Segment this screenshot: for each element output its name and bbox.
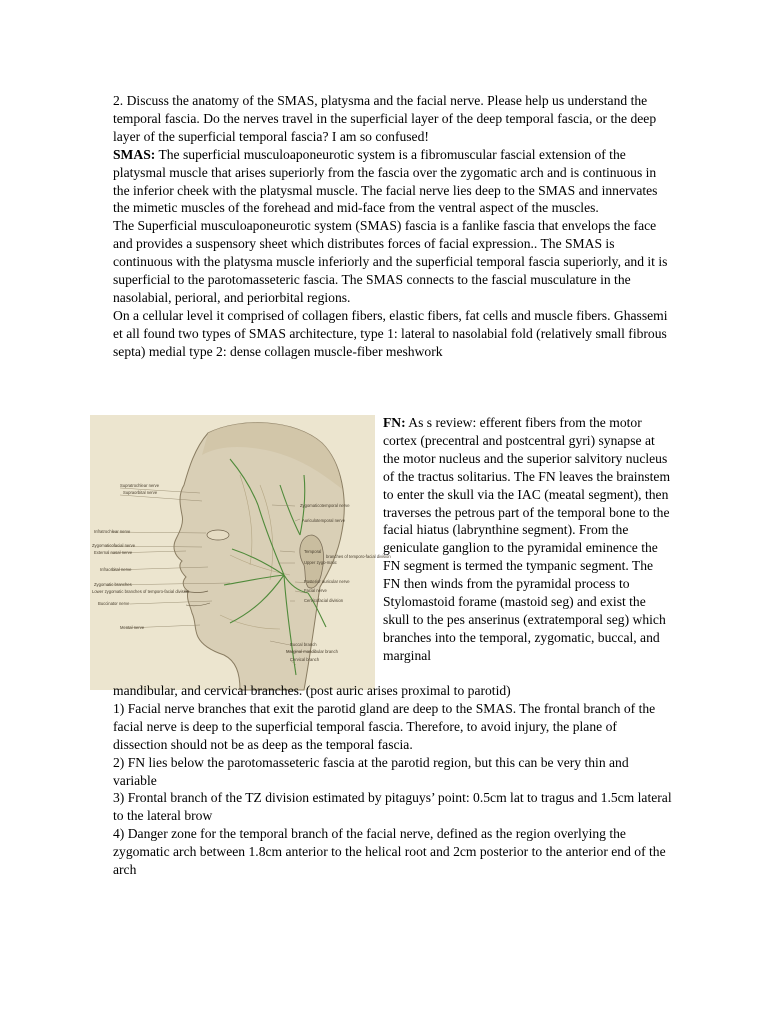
label-mental: Mental nerve bbox=[120, 625, 145, 630]
label-upper-zygomatic: Upper zygo-matic bbox=[304, 560, 337, 565]
facial-nerve-illustration bbox=[90, 415, 391, 690]
bottom-section bbox=[113, 682, 673, 879]
point-3: 3) Frontal branch of the TZ division estimated by pitaguys’ point: 0.5cm lat to tragus and 1.5cm lateral to the lateral brow bbox=[113, 790, 672, 824]
label-zygomatic-branches: Zygomatic branches bbox=[94, 582, 132, 587]
fn-paragraph bbox=[383, 414, 673, 665]
fn-label: FN: bbox=[383, 415, 406, 430]
label-posterior-auricular: Posterior auricular nerve bbox=[304, 579, 350, 584]
point-4: 4) Danger zone for the temporal branch of the facial nerve, defined as the region overlying the zygomatic arch between 1.8cm anterior to the helical root and 2cm posterior to the anterior end of the arch bbox=[113, 826, 666, 878]
label-zygomaticotemporal: Zygomaticotemporal nerve bbox=[300, 503, 350, 508]
question-paragraph: 2. Discuss the anatomy of the SMAS, platysma and the facial nerve. Please help us understand the temporal fascia. Do the nerves travel in the superficial layer of the deep temporal fascia, or the deep layer of the superficial temporal fascia? I am so confused! bbox=[113, 93, 657, 144]
label-cervical-branch: Cervical branch bbox=[290, 657, 320, 662]
cellular-paragraph: On a cellular level it comprised of collagen fibers, elastic fibers, fat cells and muscle fibers. Ghassemi et all found two types of SMAS architecture, type 1: lateral to nasolabial fold (relatively small fibrous septa) medial type 2: dense collagen muscle-fiber meshwork bbox=[113, 307, 668, 359]
smas-fascia-paragraph: The Superficial musculoaponeurotic system (SMAS) fascia is a fanlike fascia that envelops the face and provides a suspensory sheet which distributes forces of facial expression.. The SMAS is continuous with the platysma muscle inferiorly and the superficial temporal fascia superiorly, and it is superficial to the parotomasseteric fascia. The SMAS connects to the fascial musculature in the nasolabial, perioral, and periorbital regions. bbox=[113, 218, 668, 305]
label-supratrochlear: Supratrochlear nerve bbox=[120, 483, 160, 488]
smas-label: SMAS: bbox=[113, 146, 156, 162]
point-2: 2) FN lies below the parotomasseteric fascia at the parotid region, but this can be very thin and variable bbox=[113, 754, 629, 788]
fn-text: As s review: efferent fibers from the motor cortex (precentral and postcentral gyri) synapse at the motor nucleus and the superior salvitory nucleus of the tractus solitarius. The FN leaves the brainstem to enter the skull via the IAC (meatal segment), then traverses the petrous part of the temporal bone to the facial hiatus (labrynthine segment). From the geniculate ganglion to the pyramidal eminence the FN segment is termed the tympanic segment. The FN then winds from the pyramidal process to Stylomastoid forame (mastoid seg) and exist the skull to the pes anserinus (extratemporal seg) which branches into the temporal, zygomatic, buccal, and marginal bbox=[383, 415, 671, 663]
fn-section bbox=[383, 414, 673, 665]
head-anatomy-drawing bbox=[90, 415, 391, 690]
label-infraorbital: Infraorbital nerve bbox=[100, 567, 132, 572]
label-buccal-branch: Buccal branch bbox=[290, 642, 317, 647]
fn-continuation: mandibular, and cervical branches. (post auric arises proximal to parotid) bbox=[113, 683, 511, 698]
label-temporal: Temporal bbox=[304, 549, 322, 554]
label-facial-nerve: Facial nerve bbox=[304, 588, 327, 593]
label-infratrochlear: Infratrochlear nerve bbox=[94, 529, 131, 534]
label-zygomaticofacial: Zygomaticofacial nerve bbox=[92, 543, 136, 548]
label-buccinator: Buccinator nerve bbox=[98, 601, 130, 606]
point-1: 1) Facial nerve branches that exit the parotid gland are deep to the SMAS. The frontal branch of the facial nerve is deep to the superficial temporal fascia. Therefore, to avoid injury, the plane of dissection should not be as deep as the temporal fascia. bbox=[113, 700, 656, 752]
label-lower-zygomatic: Lower zygomatic branches of temporo-facial division bbox=[92, 589, 190, 594]
label-supraorbital: Supraorbital nerve bbox=[123, 490, 158, 495]
label-marginal-mandibular: Marginal mandibular branch bbox=[286, 649, 338, 654]
label-external-nasal: External nasal nerve bbox=[94, 550, 133, 555]
smas-text: The superficial musculoaponeurotic system is a fibromuscular fascial extension of the platysmal muscle that arises superiorly from the fascia over the zygomatic arch and is continuous in the inferior cheek with the platysmal muscle. The facial nerve lies deep to the SMAS and innervates the mimetic muscles of the forehead and mid-face from the ventral aspect of the muscles. bbox=[113, 146, 658, 216]
label-cervicofacial-division: Cervicofacial division bbox=[304, 598, 344, 603]
top-section bbox=[113, 92, 673, 361]
label-auriculotemporal: Auriculotemporal nerve bbox=[302, 518, 346, 523]
smas-paragraph bbox=[113, 146, 673, 218]
label-temporofacial-division: branches of temporo-facial division bbox=[326, 554, 391, 559]
